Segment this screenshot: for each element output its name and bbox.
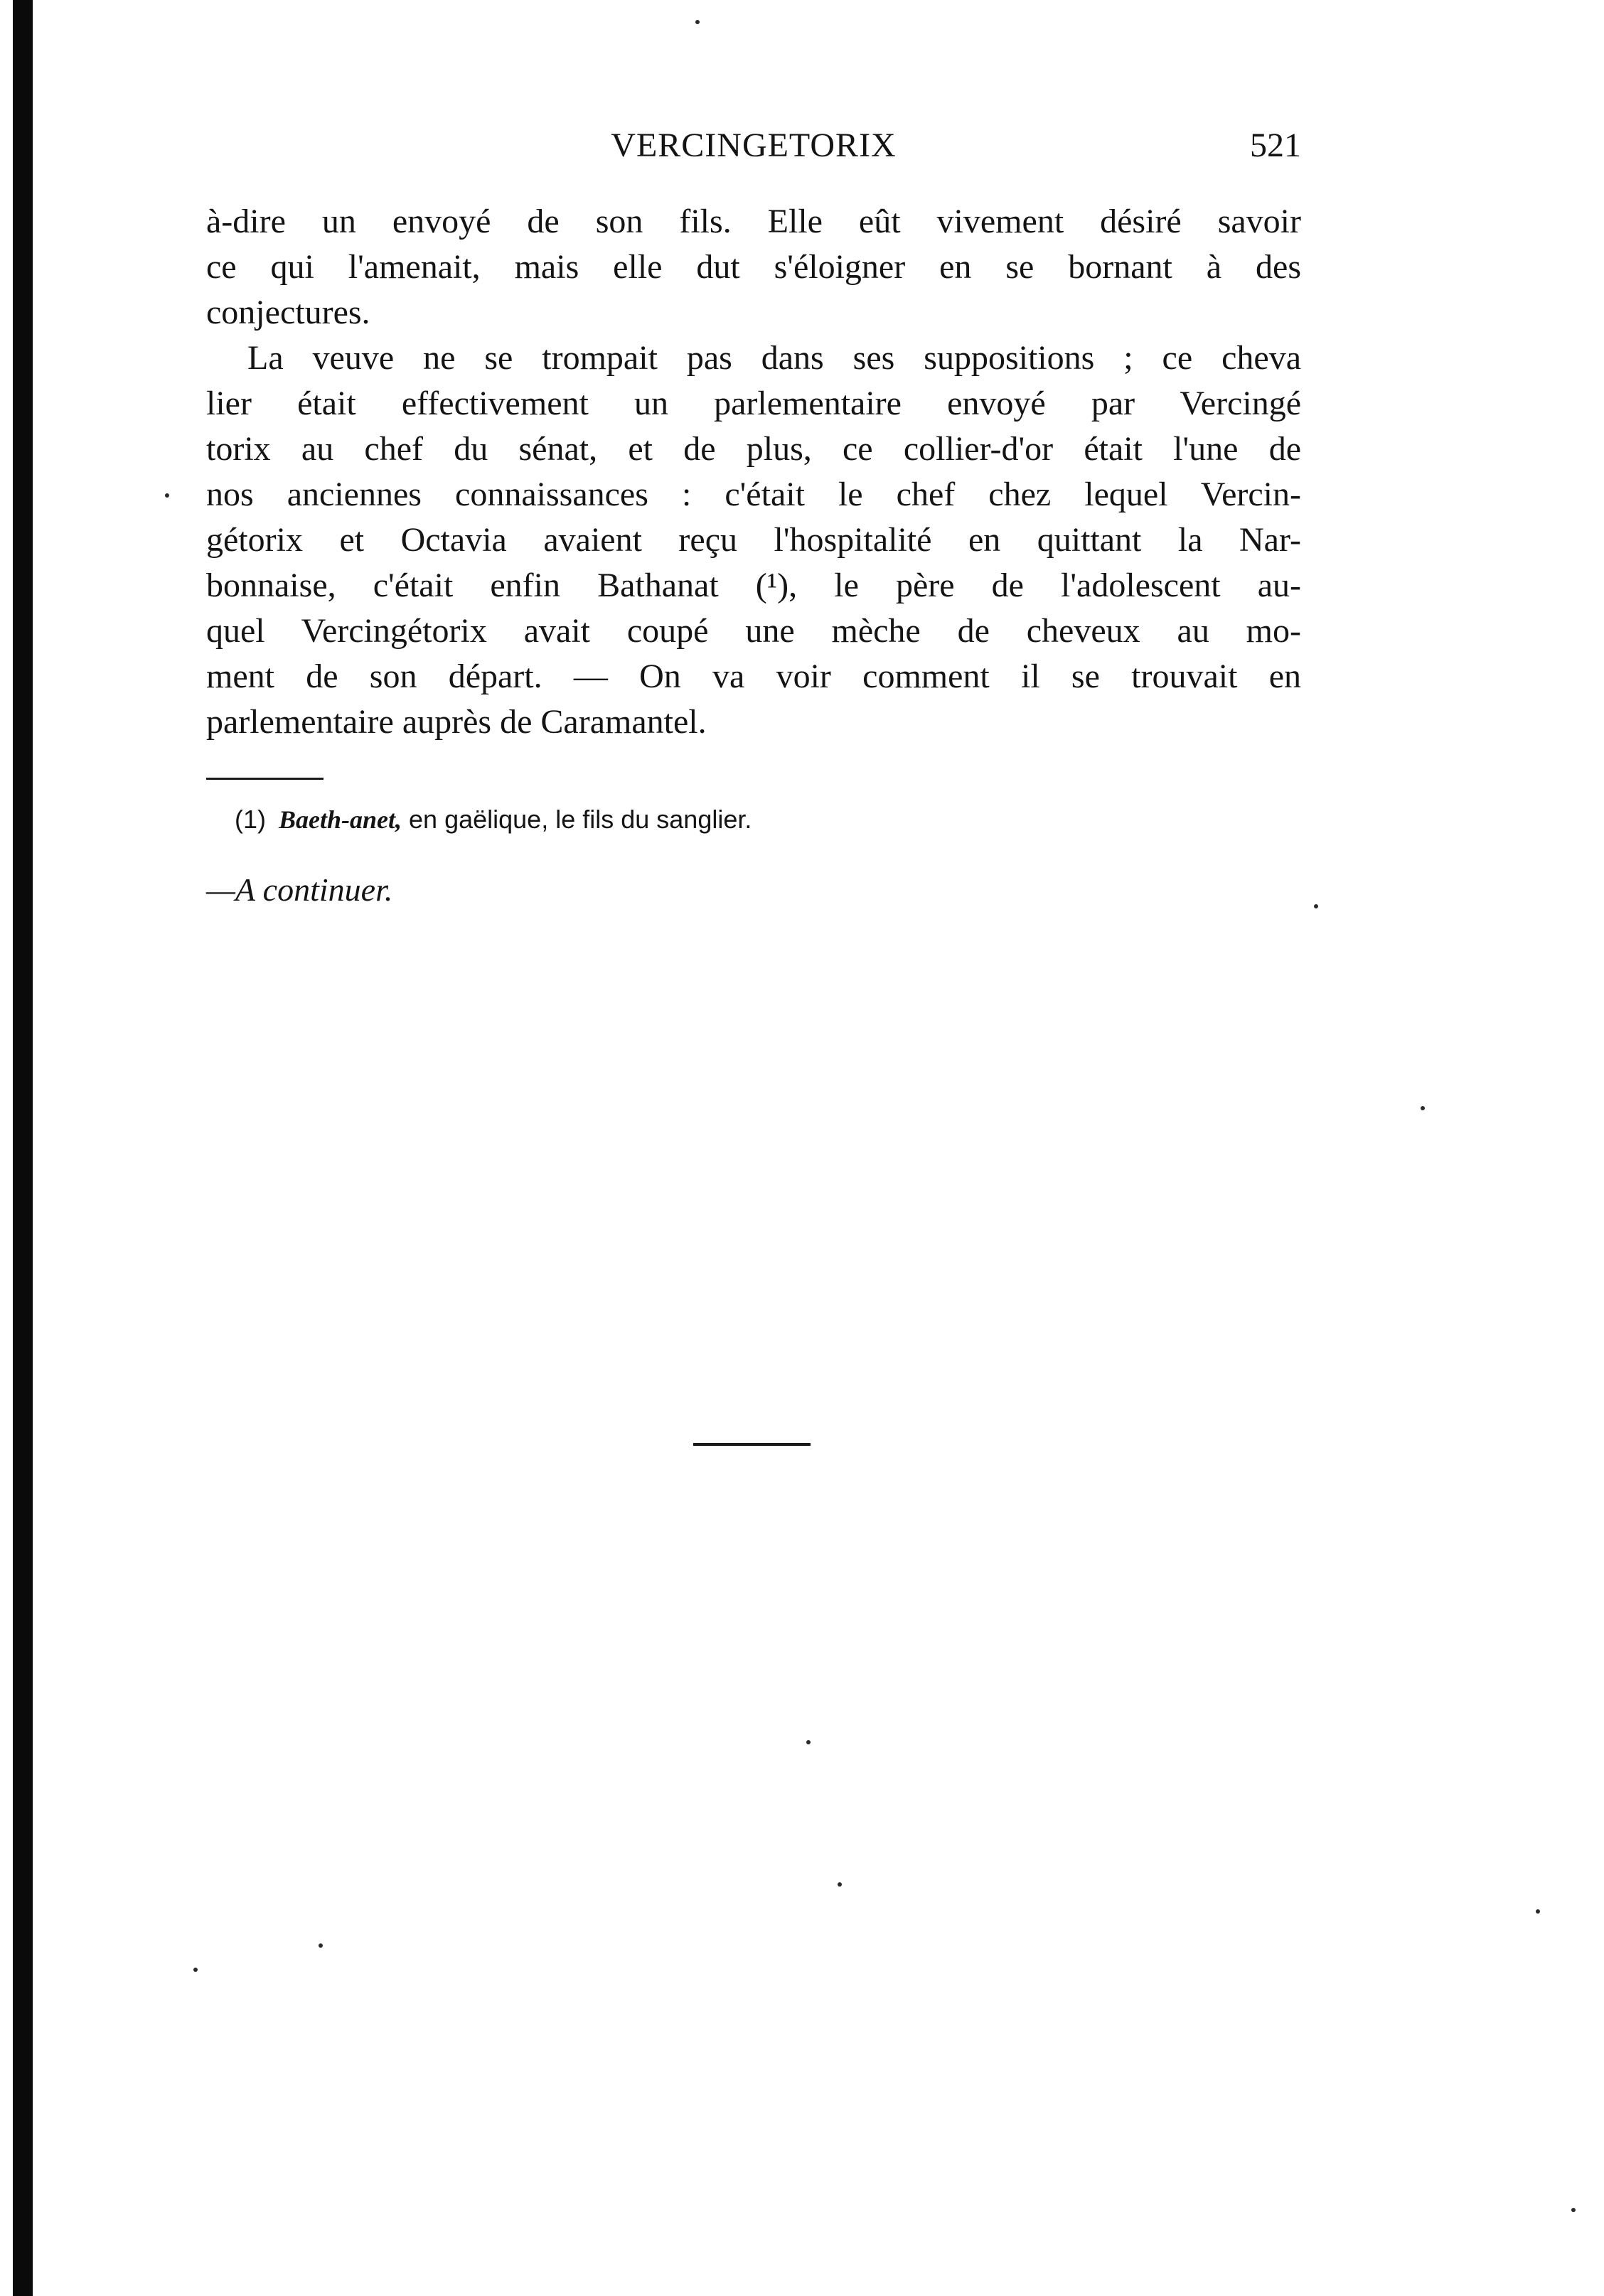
ink-speck bbox=[806, 1740, 811, 1744]
text-line: bonnaise, c'était enfin Bathanat (¹), le père de l'adolescent au- bbox=[206, 567, 1301, 604]
body-text bbox=[206, 199, 1301, 745]
ink-speck bbox=[193, 1968, 198, 1972]
footnote-marker: (1) bbox=[235, 805, 266, 834]
text-line: à-dire un envoyé de son fils. Elle eût vivement désiré savoir bbox=[206, 203, 1301, 240]
text-line: lier était effectivement un parlementaire envoyé par Vercingé bbox=[206, 385, 1301, 422]
ink-speck bbox=[1314, 904, 1318, 908]
running-head bbox=[206, 121, 1301, 171]
end-rule bbox=[693, 1443, 811, 1446]
ink-speck bbox=[1421, 1106, 1425, 1110]
text-line: gétorix et Octavia avaient reçu l'hospitalité en quittant la Nar- bbox=[206, 521, 1301, 559]
ink-speck bbox=[319, 1943, 323, 1948]
text-line: ment de son départ. — On va voir comment il se trouvait en bbox=[206, 658, 1301, 695]
text-line: ce qui l'amenait, mais elle dut s'éloigner en se bornant à des bbox=[206, 248, 1301, 286]
footnote-rule bbox=[206, 778, 324, 780]
text-line: quel Vercingétorix avait coupé une mèche de cheveux au mo- bbox=[206, 612, 1301, 650]
text-line: nos anciennes connaissances : c'était le chef chez lequel Vercin- bbox=[206, 476, 1301, 513]
text-line: La veuve ne se trompait pas dans ses suppositions ; ce cheva bbox=[247, 339, 1301, 377]
ink-speck bbox=[165, 493, 169, 498]
continuation-note: —A continuer. bbox=[206, 871, 393, 908]
text-line: parlementaire auprès de Caramantel. bbox=[206, 703, 707, 741]
page-number: 521 bbox=[1250, 127, 1301, 164]
ink-speck bbox=[838, 1882, 842, 1887]
footnote-text: en gaëlique, le fils du sanglier. bbox=[409, 805, 752, 834]
footnote bbox=[235, 802, 752, 837]
ink-speck bbox=[1536, 1909, 1540, 1914]
ink-speck bbox=[695, 20, 700, 24]
running-title: VERCINGETORIX bbox=[611, 127, 897, 164]
ink-speck bbox=[1571, 2208, 1576, 2212]
text-line: conjectures. bbox=[206, 294, 370, 331]
page-binding-edge bbox=[13, 0, 33, 2296]
footnote-term: Baeth-anet, bbox=[279, 805, 402, 834]
text-line: torix au chef du sénat, et de plus, ce collier-d'or était l'une de bbox=[206, 430, 1301, 468]
